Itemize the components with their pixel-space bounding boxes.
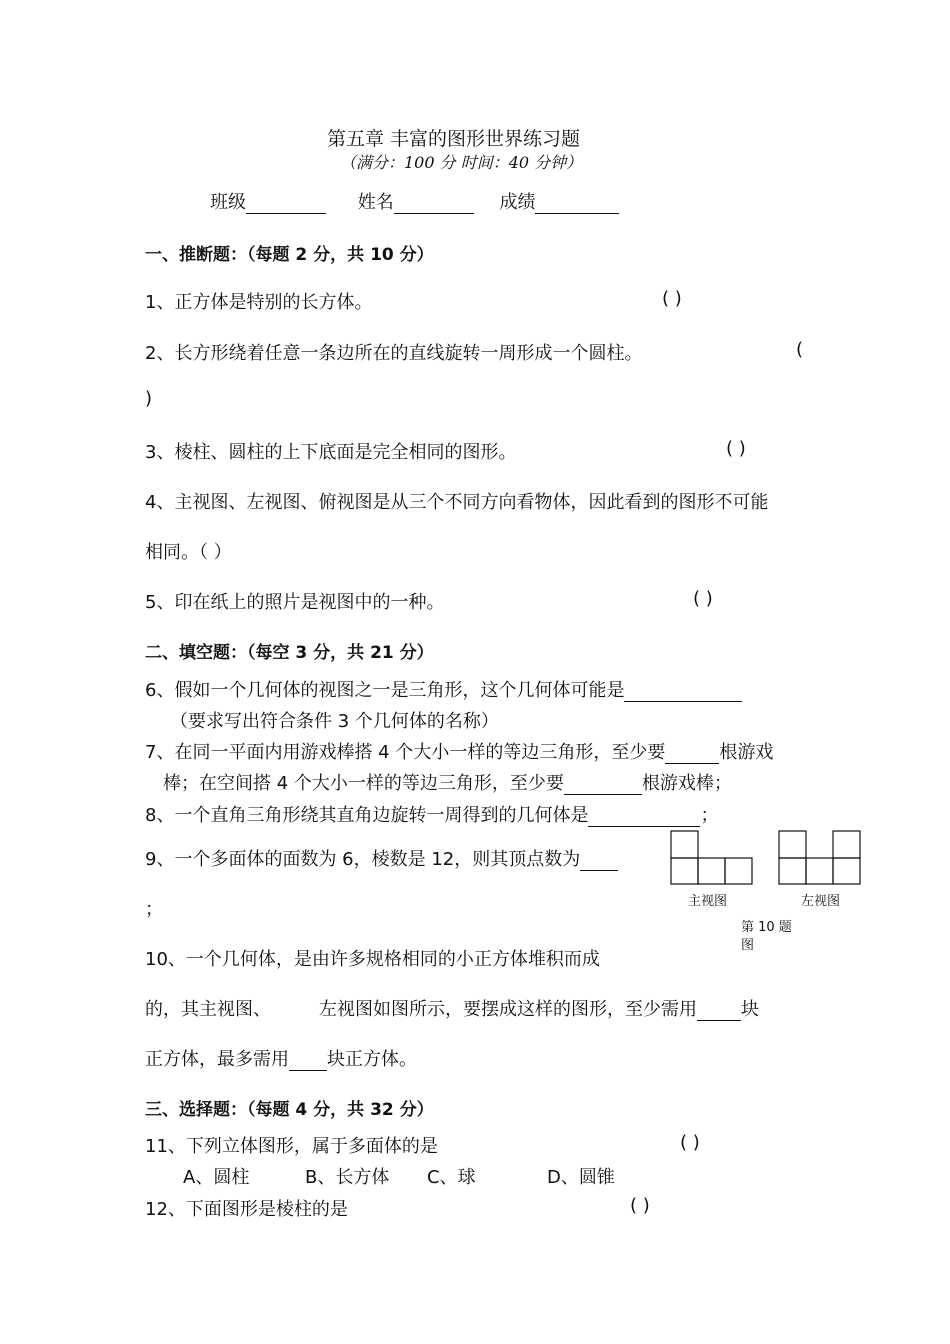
question-11: 11、下列立体图形，属于多面体的是 <box>145 1136 438 1157</box>
figure-caption-line2: 图 <box>741 938 755 953</box>
question-8-blank[interactable] <box>588 808 700 827</box>
question-11-answer-paren[interactable]: ( ) <box>680 1132 700 1153</box>
question-2-paren-open[interactable]: ( <box>796 339 804 360</box>
question-11-option-a[interactable]: A、圆柱 <box>183 1167 250 1188</box>
name-blank[interactable] <box>394 195 474 214</box>
question-11-option-b[interactable]: B、长方体 <box>305 1167 390 1188</box>
question-10-line1: 10、一个几何体，是由许多规格相同的小正方体堆积而成 <box>145 949 600 970</box>
section3-heading: 三、选择题：（每题 4 分，共 32 分） <box>145 1100 434 1120</box>
front-view-label: 主视图 <box>688 894 728 909</box>
page-title: 第五章 丰富的图形世界练习题 <box>327 128 581 150</box>
question-10-text-e: 块正方体。 <box>327 1049 417 1070</box>
left-view-label: 左视图 <box>801 894 841 909</box>
question-8-end: ； <box>700 805 719 826</box>
page-subtitle: （满分：100 分 时间：40 分钟） <box>340 153 583 172</box>
name-label: 姓名 <box>357 192 394 213</box>
question-7-blank-1[interactable] <box>665 745 719 764</box>
question-7-blank-2[interactable] <box>564 776 642 795</box>
question-7-text-c: 棒；在空间搭 4 个大小一样的等边三角形，至少要 <box>163 773 564 794</box>
question-7-text-a: 7、在同一平面内用游戏棒搭 4 个大小一样的等边三角形，至少要 <box>145 742 666 763</box>
question-5: 5、印在纸上的照片是视图中的一种。 <box>145 592 445 613</box>
question-10-figure <box>668 828 868 958</box>
question-9-end: ； <box>145 899 163 920</box>
class-label: 班级 <box>210 192 246 213</box>
question-7-text-b: 根游戏 <box>719 742 774 763</box>
question-11-option-c[interactable]: C、球 <box>427 1167 476 1188</box>
question-1-answer-paren[interactable]: ( ) <box>662 288 682 309</box>
question-4-line1: 4、主视图、左视图、俯视图是从三个不同方向看物体，因此看到的图形不可能 <box>145 492 769 513</box>
question-7-line1 <box>145 738 773 764</box>
question-7-line2 <box>163 769 732 795</box>
question-6-text: 6、假如一个几何体的视图之一是三角形，这个几何体可能是 <box>145 680 625 701</box>
figure-caption-line1: 第 10 题 <box>741 920 792 935</box>
question-9-blank[interactable] <box>580 852 618 871</box>
question-8-text: 8、一个直角三角形绕其直角边旋转一周得到的几何体是 <box>145 805 589 826</box>
question-12-answer-paren[interactable]: ( ) <box>630 1195 650 1216</box>
question-12: 12、下面图形是棱柱的是 <box>145 1199 348 1220</box>
question-10-blank-1[interactable] <box>697 1002 741 1021</box>
front-view-shape <box>671 831 752 884</box>
section1-heading: 一、推断题：（每题 2 分，共 10 分） <box>145 245 434 265</box>
question-6-blank[interactable] <box>624 683 742 702</box>
question-10-text-d: 正方体，最多需用 <box>145 1049 289 1070</box>
question-9 <box>145 845 618 871</box>
question-2-paren-close[interactable]: ) <box>145 388 153 409</box>
score-label: 成绩 <box>499 192 536 213</box>
question-5-answer-paren[interactable]: ( ) <box>693 588 713 609</box>
question-6-line1 <box>145 676 742 702</box>
class-blank[interactable] <box>246 195 326 214</box>
question-7-text-d: 根游戏棒； <box>641 773 732 794</box>
left-view-shape <box>779 831 860 884</box>
section2-heading: 二、填空题：（每空 3 分，共 21 分） <box>145 643 434 663</box>
score-blank[interactable] <box>535 195 619 214</box>
question-11-option-d[interactable]: D、圆锥 <box>547 1167 615 1188</box>
question-10-line3 <box>145 1045 417 1071</box>
question-6-line2: （要求写出符合条件 3 个几何体的名称） <box>170 711 499 732</box>
question-3: 3、棱柱、圆柱的上下底面是完全相同的图形。 <box>145 442 517 463</box>
question-10-blank-2[interactable] <box>289 1052 327 1071</box>
question-10-text-b: 左视图如图所示，要摆成这样的图形，至少需用 <box>319 999 697 1020</box>
question-3-answer-paren[interactable]: ( ) <box>726 438 746 459</box>
question-1: 1、正方体是特别的长方体。 <box>145 292 373 313</box>
question-9-text: 9、一个多面体的面数为 6，棱数是 12，则其顶点数为 <box>145 849 581 870</box>
student-info-row <box>210 188 619 214</box>
question-10-text-a: 的，其主视图、 <box>145 999 271 1020</box>
question-8 <box>145 801 718 827</box>
question-4-line2: 相同。（ ） <box>145 542 232 563</box>
question-2: 2、长方形绕着任意一条边所在的直线旋转一周形成一个圆柱。 <box>145 343 643 364</box>
question-10-text-c: 块 <box>741 999 759 1020</box>
question-10-line2 <box>145 995 759 1021</box>
